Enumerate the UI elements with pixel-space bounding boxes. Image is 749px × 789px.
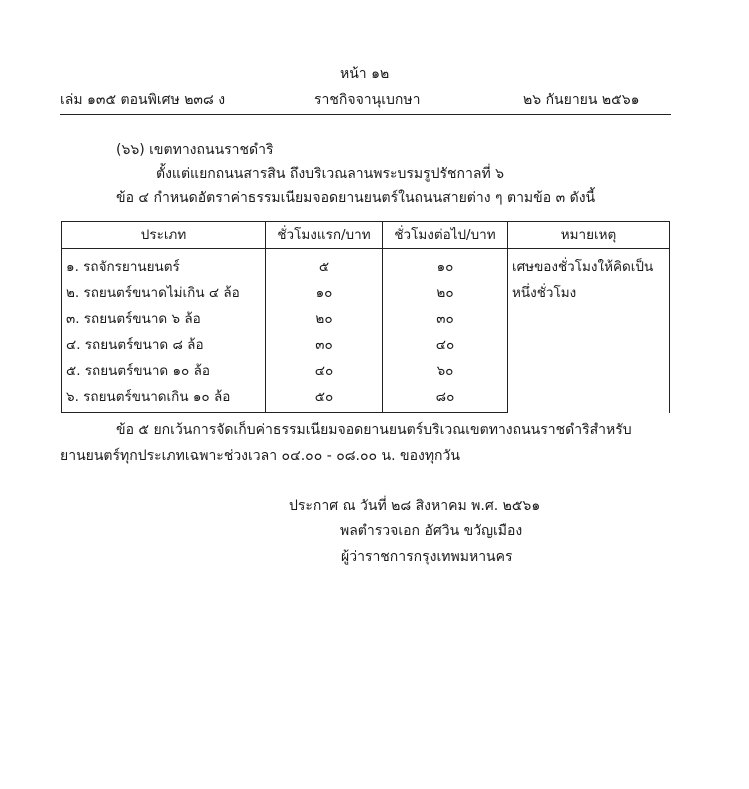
signatory-name: พลตำรวจเอก อัศวิน ขวัญเมือง	[340, 523, 523, 539]
first-hour-rate: ๕	[266, 249, 383, 281]
first-hour-rate: ๓๐	[266, 332, 383, 358]
next-hour-rate: ๖๐	[383, 358, 508, 384]
column-header-remark: หมายเหตุ	[508, 222, 670, 249]
vehicle-type: ๒. รถยนตร์ขนาดไม่เกิน ๔ ล้อ	[62, 280, 266, 306]
next-hour-rate: ๒๐	[383, 280, 508, 306]
section-heading: (๖๖) เขตทางถนนราชดำริ	[116, 142, 274, 158]
publication-date: ๒๖ กันยายน ๒๕๖๑	[523, 92, 640, 108]
parking-fee-table	[61, 221, 670, 413]
table-row	[62, 249, 670, 281]
column-header-next-hour: ชั่วโมงต่อไป/บาท	[383, 222, 508, 249]
table-header-row	[62, 222, 670, 249]
next-hour-rate: ๑๐	[383, 249, 508, 281]
clause-5-line-1: ข้อ ๕ ยกเว้นการจัดเก็บค่าธรรมเนียมจอดยานยนตร์บริเวณเขตทางถนนราชดำริสำหรับ	[116, 422, 632, 438]
signatory-position: ผู้ว่าราชการกรุงเทพมหานคร	[341, 549, 513, 565]
publication-name: ราชกิจจานุเบกษา	[314, 92, 421, 108]
next-hour-rate: ๘๐	[383, 384, 508, 413]
clause-5-line-2: ยานยนตร์ทุกประเภทเฉพาะช่วงเวลา ๐๔.๐๐ - ๐๘.๐๐ น. ของทุกวัน	[60, 448, 460, 464]
page-label: หน้า	[340, 66, 367, 82]
first-hour-rate: ๑๐	[266, 280, 383, 306]
page-number-line	[340, 64, 389, 84]
remark-cell: เศษของชั่วโมงให้คิดเป็นหนึ่งชั่วโมง	[508, 249, 670, 413]
first-hour-rate: ๕๐	[266, 384, 383, 413]
volume-info: เล่ม ๑๓๕ ตอนพิเศษ ๒๓๘ ง	[60, 92, 226, 108]
next-hour-rate: ๔๐	[383, 332, 508, 358]
vehicle-type: ๓. รถยนตร์ขนาด ๖ ล้อ	[62, 306, 266, 332]
vehicle-type: ๔. รถยนตร์ขนาด ๘ ล้อ	[62, 332, 266, 358]
vehicle-type: ๖. รถยนตร์ขนาดเกิน ๑๐ ล้อ	[62, 384, 266, 413]
clause-4: ข้อ ๔ กำหนดอัตราค่าธรรมเนียมจอดยานยนตร์ในถนนสายต่าง ๆ ตามข้อ ๓ ดังนี้	[116, 190, 596, 206]
section-subheading: ตั้งแต่แยกถนนสารสิน ถึงบริเวณลานพระบรมรูปรัชกาลที่ ๖	[156, 166, 505, 182]
vehicle-type: ๑. รถจักรยานยนตร์	[62, 249, 266, 281]
column-header-first-hour: ชั่วโมงแรก/บาท	[266, 222, 383, 249]
announcement-date: ประกาศ ณ วันที่ ๒๘ สิงหาคม พ.ศ. ๒๕๖๑	[289, 498, 541, 514]
next-hour-rate: ๓๐	[383, 306, 508, 332]
first-hour-rate: ๔๐	[266, 358, 383, 384]
column-header-type: ประเภท	[62, 222, 266, 249]
first-hour-rate: ๒๐	[266, 306, 383, 332]
vehicle-type: ๕. รถยนตร์ขนาด ๑๐ ล้อ	[62, 358, 266, 384]
page-number: ๑๒	[371, 66, 390, 82]
header-divider	[60, 114, 671, 115]
